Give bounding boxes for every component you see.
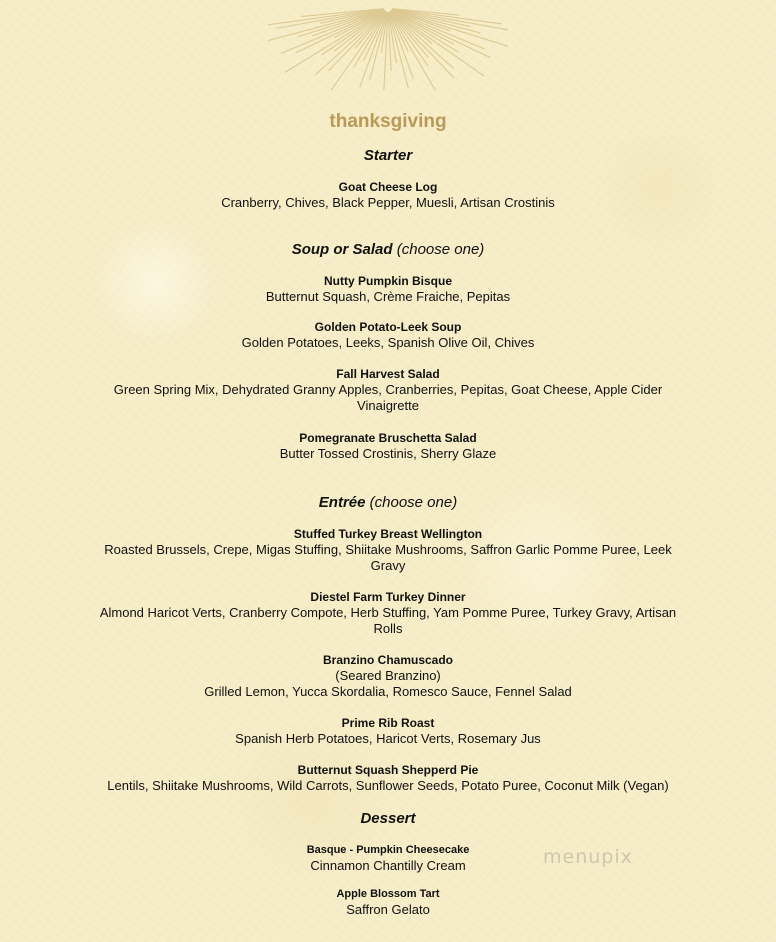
section-name: Starter: [363, 147, 413, 164]
item-name: Basque - Pumpkin Cheesecake: [306, 844, 470, 856]
item-description: Cranberry, Chives, Black Pepper, Muesli, Artisan Crostinis: [221, 195, 555, 210]
item-description: Spanish Herb Potatoes, Haricot Verts, Rosemary Jus: [235, 731, 541, 746]
item-name: Stuffed Turkey Breast Wellington: [293, 527, 483, 541]
section-note: (choose one): [396, 241, 485, 258]
item-description: Cinnamon Chantilly Cream: [310, 858, 466, 873]
section-heading-starter: [0, 147, 776, 164]
item-name: Apple Blossom Tart: [336, 888, 440, 900]
item-name: Prime Rib Roast: [341, 716, 435, 730]
section-heading-dessert: [0, 810, 776, 827]
menu-item: [88, 716, 688, 747]
menu-item: [88, 590, 688, 637]
item-description: Lentils, Shiitake Mushrooms, Wild Carrots, Sunflower Seeds, Potato Puree, Coconut Milk (Vegan): [107, 778, 669, 793]
menu-item: [88, 887, 688, 918]
section-name: Soup or Salad: [291, 241, 393, 258]
item-name: Diestel Farm Turkey Dinner: [310, 590, 466, 604]
menu-item: [58, 763, 718, 794]
menu-item: [88, 367, 688, 414]
item-description: Roasted Brussels, Crepe, Migas Stuffing, Shiitake Mushrooms, Saffron Garlic Pomme Puree, Leek Gravy: [104, 542, 672, 573]
item-name: Goat Cheese Log: [338, 180, 438, 194]
menu-item: [88, 527, 688, 574]
item-name: Branzino Chamuscado: [322, 653, 454, 667]
section-name: Entrée: [318, 494, 366, 511]
item-name: Golden Potato-Leek Soup: [314, 320, 462, 334]
item-name: Nutty Pumpkin Bisque: [323, 274, 452, 288]
item-description: Green Spring Mix, Dehydrated Granny Apples, Cranberries, Pepitas, Goat Cheese, Apple Cider Vinaigrette: [113, 382, 663, 413]
menu-item: [88, 653, 688, 700]
menu-item: [88, 274, 688, 305]
item-subtitle: (Seared Branzino): [335, 668, 441, 683]
watermark: menupix: [543, 846, 633, 868]
section-name: Dessert: [360, 810, 416, 827]
item-description: Saffron Gelato: [346, 902, 430, 917]
menu-title: thanksgiving: [329, 111, 447, 132]
menu-item: [88, 180, 688, 211]
section-heading-entree: [0, 494, 776, 511]
item-name: Butternut Squash Shepperd Pie: [297, 763, 479, 777]
item-description: Grilled Lemon, Yucca Skordalia, Romesco Sauce, Fennel Salad: [204, 684, 572, 699]
section-heading-soup-or-salad: [0, 241, 776, 258]
item-description: Golden Potatoes, Leeks, Spanish Olive Oil, Chives: [241, 335, 535, 350]
sunburst-ornament: [268, 0, 508, 90]
section-note: (choose one): [369, 494, 458, 511]
item-description: Butternut Squash, Crème Fraiche, Pepitas: [265, 289, 511, 304]
item-description: Almond Haricot Verts, Cranberry Compote, Herb Stuffing, Yam Pomme Puree, Turkey Gravy, Artisan Rolls: [99, 605, 677, 636]
item-name: Pomegranate Bruschetta Salad: [299, 431, 477, 445]
menu-item: [88, 431, 688, 462]
menu-item: [88, 320, 688, 351]
item-name: Fall Harvest Salad: [336, 367, 440, 381]
item-description: Butter Tossed Crostinis, Sherry Glaze: [279, 446, 497, 461]
